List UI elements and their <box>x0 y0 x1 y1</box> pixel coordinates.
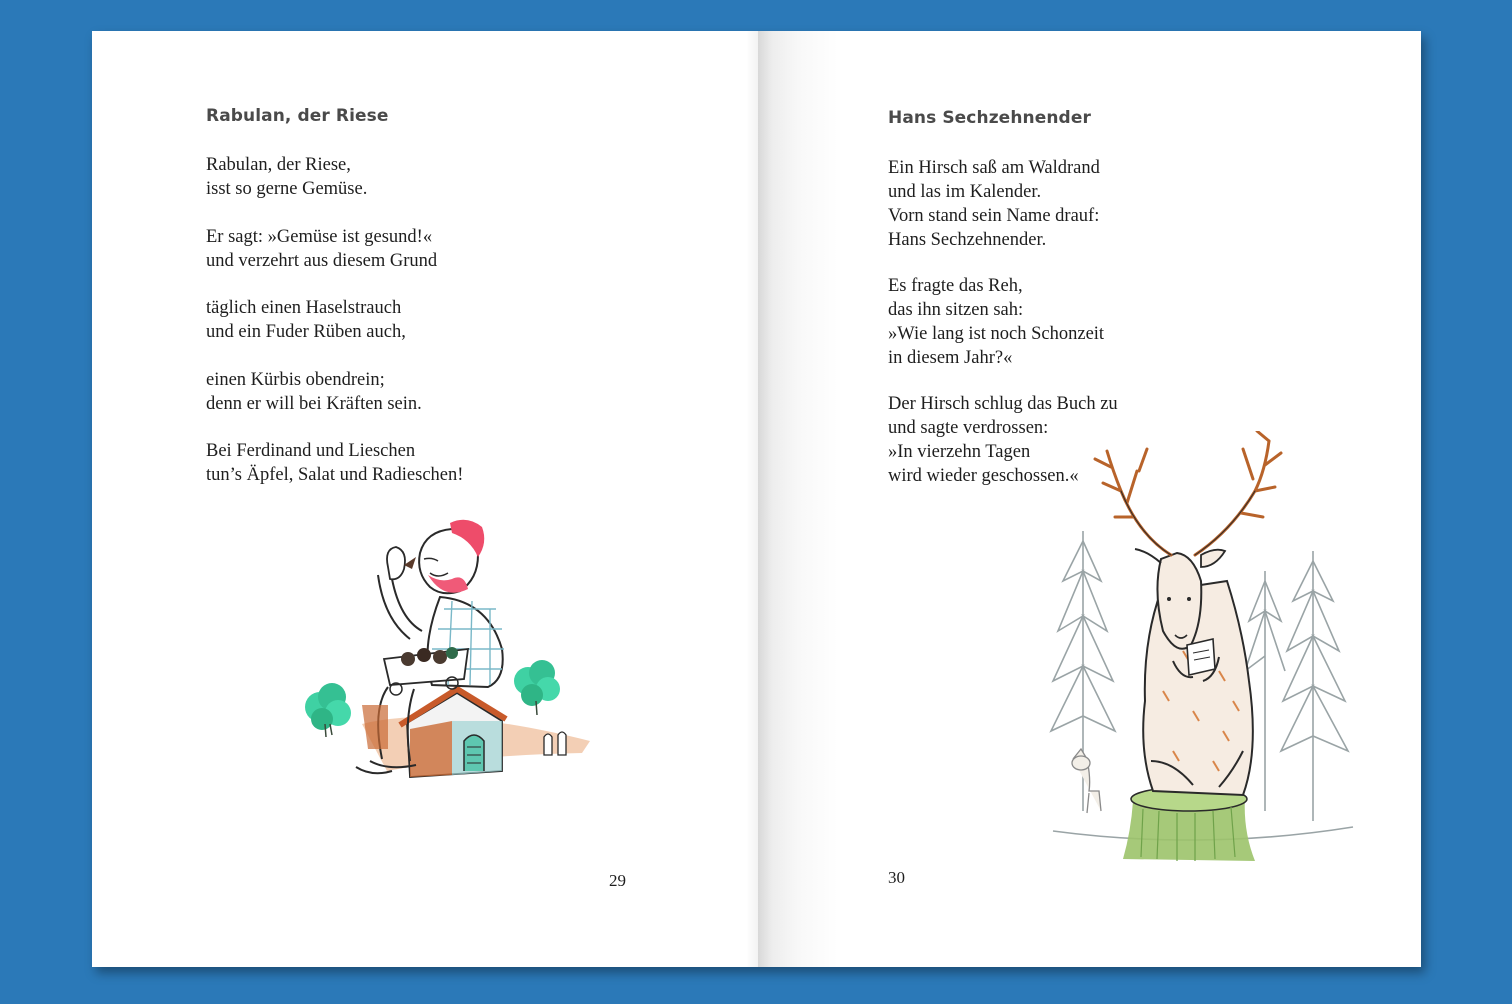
poem-line: Hans Sechzehnender. <box>888 230 1047 250</box>
poem-line: in diesem Jahr?« <box>888 348 1013 368</box>
stanza <box>206 153 367 201</box>
poem-line: wird wieder geschossen.« <box>888 466 1079 486</box>
poem-line: einen Kürbis obendrein; <box>206 370 385 390</box>
tree-stump <box>1123 787 1255 861</box>
poem-line: Rabulan, der Riese, <box>206 155 351 175</box>
poem-line: und las im Kalender. <box>888 182 1042 202</box>
poem-line: Bei Ferdinand und Lieschen <box>206 441 416 461</box>
poem-title: Hans Sechzehnender <box>888 108 1091 128</box>
poem-line: Er sagt: »Gemüse ist gesund!« <box>206 227 433 247</box>
bush-left <box>305 683 351 737</box>
poem-line: denn er will bei Kräften sein. <box>206 394 422 414</box>
giant-on-house-illustration <box>292 509 602 779</box>
stanza <box>888 156 1100 252</box>
left-page <box>92 31 758 967</box>
stanza <box>206 439 463 487</box>
house <box>400 689 506 777</box>
poem-line: und ein Fuder Rüben auch, <box>206 322 406 342</box>
bush-right <box>514 660 560 715</box>
poem-line: und verzehrt aus diesem Grund <box>206 251 438 271</box>
poem-line: tun’s Äpfel, Salat und Radieschen! <box>206 465 464 485</box>
poem-line: Ein Hirsch saß am Waldrand <box>888 158 1100 178</box>
book-spread <box>92 31 1421 967</box>
stanza <box>888 274 1104 370</box>
stanza <box>206 368 422 416</box>
poem-line: »In vierzehn Tagen <box>888 442 1031 462</box>
poem-line: »Wie lang ist noch Schonzeit <box>888 324 1105 344</box>
antlers <box>1095 431 1281 555</box>
page-number: 30 <box>888 868 905 887</box>
stag-on-stump-illustration <box>1043 431 1363 871</box>
poem-line: Es fragte das Reh, <box>888 276 1023 296</box>
poem-line: Vorn stand sein Name drauf: <box>888 206 1100 226</box>
stag <box>1135 549 1253 795</box>
poem-line: Der Hirsch schlug das Buch zu <box>888 394 1118 414</box>
poem-line: das ihn sitzen sah: <box>888 300 1024 320</box>
poem-title: Rabulan, der Riese <box>206 106 389 126</box>
poem-line: isst so gerne Gemüse. <box>206 179 368 199</box>
stanza <box>206 296 406 344</box>
right-page <box>758 31 1421 967</box>
poem-line: und sagte verdrossen: <box>888 418 1049 438</box>
page-number: 29 <box>609 871 626 890</box>
small-deer <box>1072 749 1101 813</box>
stanza <box>206 225 437 273</box>
poem-line: täglich einen Haselstrauch <box>206 298 402 318</box>
